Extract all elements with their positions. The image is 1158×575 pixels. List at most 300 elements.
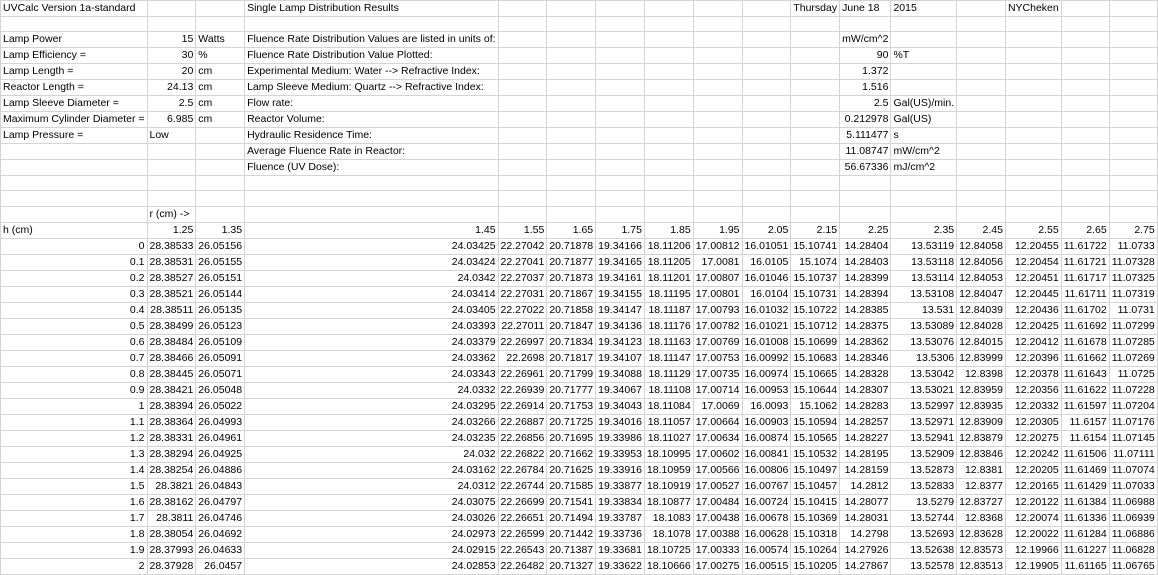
fluence-value[interactable]: 17.00527: [693, 478, 742, 494]
cell[interactable]: [547, 144, 596, 160]
fluence-value[interactable]: 19.34067: [596, 382, 645, 398]
fluence-value[interactable]: 12.83513: [957, 558, 1006, 574]
fluence-value[interactable]: 14.28195: [840, 446, 891, 462]
fluence-value[interactable]: 12.20436: [1005, 302, 1061, 318]
fluence-value[interactable]: 16.0105: [742, 254, 791, 270]
r-value[interactable]: 2.75: [1109, 222, 1157, 238]
lamp-param-value[interactable]: 30: [147, 48, 196, 64]
fluence-value[interactable]: 20.71878: [547, 238, 596, 254]
cell[interactable]: [840, 191, 891, 206]
cell[interactable]: [644, 144, 693, 160]
cell[interactable]: [498, 128, 547, 144]
cell[interactable]: [957, 160, 1006, 176]
fluence-value[interactable]: 18.11027: [644, 430, 693, 446]
cell[interactable]: [1061, 96, 1109, 112]
fluence-value[interactable]: 11.07269: [1109, 350, 1157, 366]
cell[interactable]: [1005, 160, 1061, 176]
fluence-value[interactable]: 20.71877: [547, 254, 596, 270]
cell[interactable]: [742, 144, 791, 160]
cell[interactable]: [547, 176, 596, 191]
fluence-value[interactable]: 16.00724: [742, 494, 791, 510]
result-param-unit[interactable]: Gal(US)/min.: [891, 96, 957, 112]
cell[interactable]: [547, 112, 596, 128]
fluence-value[interactable]: 11.07033: [1109, 478, 1157, 494]
fluence-value[interactable]: 20.71625: [547, 462, 596, 478]
fluence-value[interactable]: 11.61622: [1061, 382, 1109, 398]
r-value[interactable]: 1.25: [147, 222, 196, 238]
fluence-value[interactable]: 17.00275: [693, 558, 742, 574]
fluence-value[interactable]: 26.04633: [196, 542, 245, 558]
fluence-value[interactable]: 14.28159: [840, 462, 891, 478]
cell[interactable]: [840, 176, 891, 191]
fluence-value[interactable]: 11.61384: [1061, 494, 1109, 510]
fluence-value[interactable]: 15.10741: [791, 238, 840, 254]
fluence-value[interactable]: 13.531: [891, 302, 957, 318]
cell[interactable]: [1109, 176, 1157, 191]
fluence-value[interactable]: 13.5306: [891, 350, 957, 366]
fluence-value[interactable]: 11.07228: [1109, 382, 1157, 398]
fluence-value[interactable]: 19.34016: [596, 414, 645, 430]
cell[interactable]: [1005, 80, 1061, 96]
cell[interactable]: [957, 64, 1006, 80]
cell[interactable]: [1061, 176, 1109, 191]
cell[interactable]: [791, 176, 840, 191]
r-value[interactable]: 2.25: [840, 222, 891, 238]
cell[interactable]: [1005, 112, 1061, 128]
fluence-value[interactable]: 22.27041: [498, 254, 547, 270]
fluence-value[interactable]: 24.0312: [245, 478, 498, 494]
fluence-value[interactable]: 28.38364: [147, 414, 196, 430]
cell[interactable]: [1061, 112, 1109, 128]
cell[interactable]: [644, 112, 693, 128]
fluence-value[interactable]: 20.71387: [547, 542, 596, 558]
fluence-value[interactable]: 26.05156: [196, 238, 245, 254]
fluence-value[interactable]: 13.5279: [891, 494, 957, 510]
cell[interactable]: [547, 160, 596, 176]
fluence-value[interactable]: 16.00953: [742, 382, 791, 398]
fluence-value[interactable]: 28.38394: [147, 398, 196, 414]
fluence-value[interactable]: 24.03075: [245, 494, 498, 510]
fluence-value[interactable]: 24.032: [245, 446, 498, 462]
cell[interactable]: [957, 128, 1006, 144]
result-param-label[interactable]: Average Fluence Rate in Reactor:: [245, 144, 498, 160]
cell[interactable]: [1005, 48, 1061, 64]
cell[interactable]: [147, 17, 196, 32]
cell[interactable]: [742, 17, 791, 32]
cell[interactable]: [693, 144, 742, 160]
cell[interactable]: [644, 17, 693, 32]
r-value[interactable]: 2.55: [1005, 222, 1061, 238]
lamp-param-unit[interactable]: cm: [196, 64, 245, 80]
cell[interactable]: [957, 17, 1006, 32]
fluence-value[interactable]: 20.71442: [547, 526, 596, 542]
cell[interactable]: [742, 64, 791, 80]
cell[interactable]: [1109, 48, 1157, 64]
fluence-value[interactable]: 19.33681: [596, 542, 645, 558]
result-param-value[interactable]: 5.111477: [840, 128, 891, 144]
fluence-value[interactable]: 15.10594: [791, 414, 840, 430]
fluence-value[interactable]: 14.2798: [840, 526, 891, 542]
fluence-value[interactable]: 24.0342: [245, 270, 498, 286]
lamp-param-unit[interactable]: cm: [196, 96, 245, 112]
fluence-value[interactable]: 12.83909: [957, 414, 1006, 430]
fluence-value[interactable]: 14.28283: [840, 398, 891, 414]
fluence-value[interactable]: 26.05155: [196, 254, 245, 270]
fluence-value[interactable]: 17.00664: [693, 414, 742, 430]
cell[interactable]: [644, 176, 693, 191]
lamp-param-label[interactable]: Lamp Pressure =: [1, 128, 148, 144]
cell[interactable]: [196, 144, 245, 160]
fluence-value[interactable]: 12.20332: [1005, 398, 1061, 414]
version-label[interactable]: UVCalc Version 1a-standard: [1, 1, 148, 17]
cell[interactable]: [498, 32, 547, 48]
fluence-value[interactable]: 12.19905: [1005, 558, 1061, 574]
fluence-value[interactable]: 11.61165: [1061, 558, 1109, 574]
cell[interactable]: [891, 17, 957, 32]
fluence-value[interactable]: 14.27926: [840, 542, 891, 558]
fluence-value[interactable]: 18.11206: [644, 238, 693, 254]
fluence-value[interactable]: 14.28328: [840, 366, 891, 382]
fluence-value[interactable]: 26.05135: [196, 302, 245, 318]
fluence-value[interactable]: 12.20356: [1005, 382, 1061, 398]
result-param-label[interactable]: Reactor Volume:: [245, 112, 498, 128]
lamp-param-unit[interactable]: cm: [196, 80, 245, 96]
fluence-value[interactable]: 19.34107: [596, 350, 645, 366]
fluence-value[interactable]: 24.02973: [245, 526, 498, 542]
fluence-value[interactable]: 28.37993: [147, 542, 196, 558]
fluence-value[interactable]: 19.34043: [596, 398, 645, 414]
fluence-value[interactable]: 22.26699: [498, 494, 547, 510]
cell[interactable]: [840, 206, 891, 222]
fluence-value[interactable]: 18.10725: [644, 542, 693, 558]
fluence-value[interactable]: 12.20074: [1005, 510, 1061, 526]
fluence-value[interactable]: 20.71799: [547, 366, 596, 382]
fluence-value[interactable]: 12.83573: [957, 542, 1006, 558]
cell[interactable]: [147, 160, 196, 176]
cell[interactable]: [245, 191, 498, 206]
fluence-value[interactable]: 20.71725: [547, 414, 596, 430]
cell[interactable]: [742, 191, 791, 206]
cell[interactable]: [547, 206, 596, 222]
fluence-value[interactable]: 20.71858: [547, 302, 596, 318]
fluence-value[interactable]: 26.05151: [196, 270, 245, 286]
cell[interactable]: [791, 32, 840, 48]
fluence-value[interactable]: 22.27031: [498, 286, 547, 302]
fluence-value[interactable]: 18.11147: [644, 350, 693, 366]
fluence-value[interactable]: 12.19966: [1005, 542, 1061, 558]
cell[interactable]: [742, 48, 791, 64]
fluence-value[interactable]: 28.38421: [147, 382, 196, 398]
fluence-value[interactable]: 13.53076: [891, 334, 957, 350]
fluence-value[interactable]: 22.27037: [498, 270, 547, 286]
fluence-value[interactable]: 17.00735: [693, 366, 742, 382]
result-param-value[interactable]: 0.212978: [840, 112, 891, 128]
fluence-value[interactable]: 24.03266: [245, 414, 498, 430]
fluence-value[interactable]: 12.20305: [1005, 414, 1061, 430]
cell[interactable]: [693, 48, 742, 64]
fluence-value[interactable]: 19.33877: [596, 478, 645, 494]
h-value[interactable]: 1: [1, 398, 148, 414]
fluence-value[interactable]: 11.61597: [1061, 398, 1109, 414]
lamp-param-unit[interactable]: [196, 128, 245, 144]
cell[interactable]: [1109, 112, 1157, 128]
cell[interactable]: [498, 160, 547, 176]
cell[interactable]: [1109, 64, 1157, 80]
fluence-value[interactable]: 28.38054: [147, 526, 196, 542]
fluence-value[interactable]: 24.03393: [245, 318, 498, 334]
fluence-value[interactable]: 15.10737: [791, 270, 840, 286]
fluence-value[interactable]: 24.03424: [245, 254, 498, 270]
r-axis-label[interactable]: r (cm) ->: [147, 206, 196, 222]
cell[interactable]: [742, 176, 791, 191]
fluence-value[interactable]: 22.26856: [498, 430, 547, 446]
h-value[interactable]: 1.8: [1, 526, 148, 542]
fluence-value[interactable]: 15.10565: [791, 430, 840, 446]
fluence-value[interactable]: 12.20242: [1005, 446, 1061, 462]
fluence-value[interactable]: 12.83846: [957, 446, 1006, 462]
result-param-value[interactable]: 90: [840, 48, 891, 64]
fluence-value[interactable]: 14.27867: [840, 558, 891, 574]
fluence-value[interactable]: 16.00841: [742, 446, 791, 462]
result-param-unit[interactable]: %T: [891, 48, 957, 64]
fluence-value[interactable]: 22.26543: [498, 542, 547, 558]
day-label[interactable]: Thursday: [791, 1, 840, 17]
fluence-value[interactable]: 11.61429: [1061, 478, 1109, 494]
fluence-value[interactable]: 11.6154: [1061, 430, 1109, 446]
lamp-param-value[interactable]: 24.13: [147, 80, 196, 96]
fluence-value[interactable]: 12.20396: [1005, 350, 1061, 366]
fluence-value[interactable]: 14.28362: [840, 334, 891, 350]
cell[interactable]: [245, 206, 498, 222]
cell[interactable]: [596, 17, 645, 32]
fluence-value[interactable]: 18.10959: [644, 462, 693, 478]
cell[interactable]: [891, 206, 957, 222]
cell[interactable]: [498, 48, 547, 64]
fluence-value[interactable]: 24.02853: [245, 558, 498, 574]
h-axis-label[interactable]: h (cm): [1, 222, 148, 238]
fluence-value[interactable]: 13.53021: [891, 382, 957, 398]
cell[interactable]: [1061, 1, 1109, 17]
fluence-value[interactable]: 28.38484: [147, 334, 196, 350]
fluence-value[interactable]: 11.61678: [1061, 334, 1109, 350]
fluence-value[interactable]: 11.61336: [1061, 510, 1109, 526]
cell[interactable]: [596, 64, 645, 80]
fluence-value[interactable]: 20.71847: [547, 318, 596, 334]
fluence-value[interactable]: 15.10532: [791, 446, 840, 462]
cell[interactable]: [498, 144, 547, 160]
fluence-value[interactable]: 16.00628: [742, 526, 791, 542]
fluence-value[interactable]: 14.28375: [840, 318, 891, 334]
cell[interactable]: [693, 80, 742, 96]
fluence-value[interactable]: 26.04961: [196, 430, 245, 446]
cell[interactable]: [498, 1, 547, 17]
fluence-value[interactable]: 26.04886: [196, 462, 245, 478]
r-value[interactable]: 2.05: [742, 222, 791, 238]
fluence-value[interactable]: 18.11057: [644, 414, 693, 430]
fluence-value[interactable]: 11.61702: [1061, 302, 1109, 318]
fluence-value[interactable]: 22.26651: [498, 510, 547, 526]
fluence-value[interactable]: 16.01046: [742, 270, 791, 286]
fluence-value[interactable]: 12.83959: [957, 382, 1006, 398]
cell[interactable]: [1109, 96, 1157, 112]
h-value[interactable]: 1.5: [1, 478, 148, 494]
cell[interactable]: [245, 17, 498, 32]
fluence-value[interactable]: 22.26822: [498, 446, 547, 462]
fluence-value[interactable]: 11.07325: [1109, 270, 1157, 286]
fluence-value[interactable]: 11.61227: [1061, 542, 1109, 558]
r-value[interactable]: 1.95: [693, 222, 742, 238]
cell[interactable]: [840, 17, 891, 32]
fluence-value[interactable]: 24.03362: [245, 350, 498, 366]
fluence-value[interactable]: 26.04993: [196, 414, 245, 430]
cell[interactable]: [644, 80, 693, 96]
cell[interactable]: [1109, 160, 1157, 176]
fluence-value[interactable]: 15.1074: [791, 254, 840, 270]
fluence-value[interactable]: 24.03414: [245, 286, 498, 302]
fluence-value[interactable]: 11.61717: [1061, 270, 1109, 286]
cell[interactable]: [742, 80, 791, 96]
fluence-value[interactable]: 12.20451: [1005, 270, 1061, 286]
fluence-value[interactable]: 11.07111: [1109, 446, 1157, 462]
fluence-value[interactable]: 22.27042: [498, 238, 547, 254]
author-label[interactable]: NYCheken: [1005, 1, 1061, 17]
cell[interactable]: [547, 80, 596, 96]
cell[interactable]: [957, 48, 1006, 64]
cell[interactable]: [596, 96, 645, 112]
cell[interactable]: [957, 191, 1006, 206]
fluence-value[interactable]: 15.10665: [791, 366, 840, 382]
cell[interactable]: [693, 191, 742, 206]
fluence-value[interactable]: 11.61284: [1061, 526, 1109, 542]
fluence-value[interactable]: 13.53042: [891, 366, 957, 382]
fluence-value[interactable]: 14.28403: [840, 254, 891, 270]
fluence-value[interactable]: 18.11163: [644, 334, 693, 350]
cell[interactable]: [1005, 206, 1061, 222]
fluence-value[interactable]: 18.11176: [644, 318, 693, 334]
fluence-value[interactable]: 12.83727: [957, 494, 1006, 510]
cell[interactable]: [791, 206, 840, 222]
fluence-value[interactable]: 20.71695: [547, 430, 596, 446]
result-param-unit[interactable]: mJ/cm^2: [891, 160, 957, 176]
fluence-value[interactable]: 17.00812: [693, 238, 742, 254]
cell[interactable]: [596, 80, 645, 96]
cell[interactable]: [1061, 32, 1109, 48]
fluence-value[interactable]: 18.10877: [644, 494, 693, 510]
fluence-value[interactable]: 13.52873: [891, 462, 957, 478]
r-value[interactable]: 1.35: [196, 222, 245, 238]
cell[interactable]: [1109, 128, 1157, 144]
fluence-value[interactable]: 12.20412: [1005, 334, 1061, 350]
fluence-value[interactable]: 17.00438: [693, 510, 742, 526]
cell[interactable]: [891, 191, 957, 206]
fluence-value[interactable]: 16.00974: [742, 366, 791, 382]
cell[interactable]: [547, 1, 596, 17]
fluence-value[interactable]: 11.61506: [1061, 446, 1109, 462]
fluence-value[interactable]: 19.34166: [596, 238, 645, 254]
year-label[interactable]: 2015: [891, 1, 957, 17]
lamp-param-value[interactable]: 20: [147, 64, 196, 80]
fluence-value[interactable]: 12.20425: [1005, 318, 1061, 334]
fluence-value[interactable]: 20.71585: [547, 478, 596, 494]
fluence-value[interactable]: 16.01008: [742, 334, 791, 350]
cell[interactable]: [1109, 206, 1157, 222]
fluence-value[interactable]: 11.07204: [1109, 398, 1157, 414]
fluence-value[interactable]: 19.33787: [596, 510, 645, 526]
cell[interactable]: [1061, 191, 1109, 206]
cell[interactable]: [1, 176, 148, 191]
result-param-value[interactable]: 1.372: [840, 64, 891, 80]
fluence-value[interactable]: 18.11201: [644, 270, 693, 286]
cell[interactable]: [693, 160, 742, 176]
fluence-value[interactable]: 18.11195: [644, 286, 693, 302]
cell[interactable]: [1, 191, 148, 206]
fluence-value[interactable]: 12.20275: [1005, 430, 1061, 446]
fluence-value[interactable]: 14.28031: [840, 510, 891, 526]
fluence-value[interactable]: 11.06828: [1109, 542, 1157, 558]
cell[interactable]: [147, 176, 196, 191]
fluence-value[interactable]: 22.26599: [498, 526, 547, 542]
cell[interactable]: [693, 17, 742, 32]
cell[interactable]: [644, 1, 693, 17]
fluence-value[interactable]: 18.10919: [644, 478, 693, 494]
cell[interactable]: [596, 128, 645, 144]
fluence-value[interactable]: 13.52909: [891, 446, 957, 462]
fluence-value[interactable]: 24.03295: [245, 398, 498, 414]
result-param-label[interactable]: Fluence Rate Distribution Values are listed in units of:: [245, 32, 498, 48]
h-value[interactable]: 1.7: [1, 510, 148, 526]
cell[interactable]: [1061, 160, 1109, 176]
r-value[interactable]: 1.55: [498, 222, 547, 238]
lamp-param-value[interactable]: Low: [147, 128, 196, 144]
cell[interactable]: [957, 112, 1006, 128]
cell[interactable]: [791, 128, 840, 144]
fluence-value[interactable]: 28.38531: [147, 254, 196, 270]
cell[interactable]: [791, 48, 840, 64]
fluence-value[interactable]: 17.00634: [693, 430, 742, 446]
cell[interactable]: [742, 32, 791, 48]
fluence-value[interactable]: 12.84053: [957, 270, 1006, 286]
fluence-value[interactable]: 26.05109: [196, 334, 245, 350]
fluence-value[interactable]: 14.28346: [840, 350, 891, 366]
fluence-value[interactable]: 13.52578: [891, 558, 957, 574]
fluence-value[interactable]: 28.3821: [147, 478, 196, 494]
fluence-value[interactable]: 28.38511: [147, 302, 196, 318]
fluence-value[interactable]: 28.38527: [147, 270, 196, 286]
cell[interactable]: [596, 160, 645, 176]
results-title[interactable]: Single Lamp Distribution Results: [245, 1, 498, 17]
cell[interactable]: [1005, 144, 1061, 160]
r-value[interactable]: 2.15: [791, 222, 840, 238]
cell[interactable]: [1109, 32, 1157, 48]
fluence-value[interactable]: 22.26482: [498, 558, 547, 574]
result-param-label[interactable]: Fluence Rate Distribution Value Plotted:: [245, 48, 498, 64]
fluence-value[interactable]: 12.8368: [957, 510, 1006, 526]
cell[interactable]: [693, 32, 742, 48]
cell[interactable]: [547, 96, 596, 112]
fluence-value[interactable]: 18.11108: [644, 382, 693, 398]
fluence-value[interactable]: 16.01021: [742, 318, 791, 334]
cell[interactable]: [644, 96, 693, 112]
cell[interactable]: [596, 206, 645, 222]
fluence-value[interactable]: 19.34088: [596, 366, 645, 382]
fluence-value[interactable]: 14.28227: [840, 430, 891, 446]
cell[interactable]: [644, 64, 693, 80]
cell[interactable]: [791, 17, 840, 32]
fluence-value[interactable]: 12.20022: [1005, 526, 1061, 542]
cell[interactable]: [791, 112, 840, 128]
fluence-value[interactable]: 18.1083: [644, 510, 693, 526]
fluence-value[interactable]: 24.03162: [245, 462, 498, 478]
